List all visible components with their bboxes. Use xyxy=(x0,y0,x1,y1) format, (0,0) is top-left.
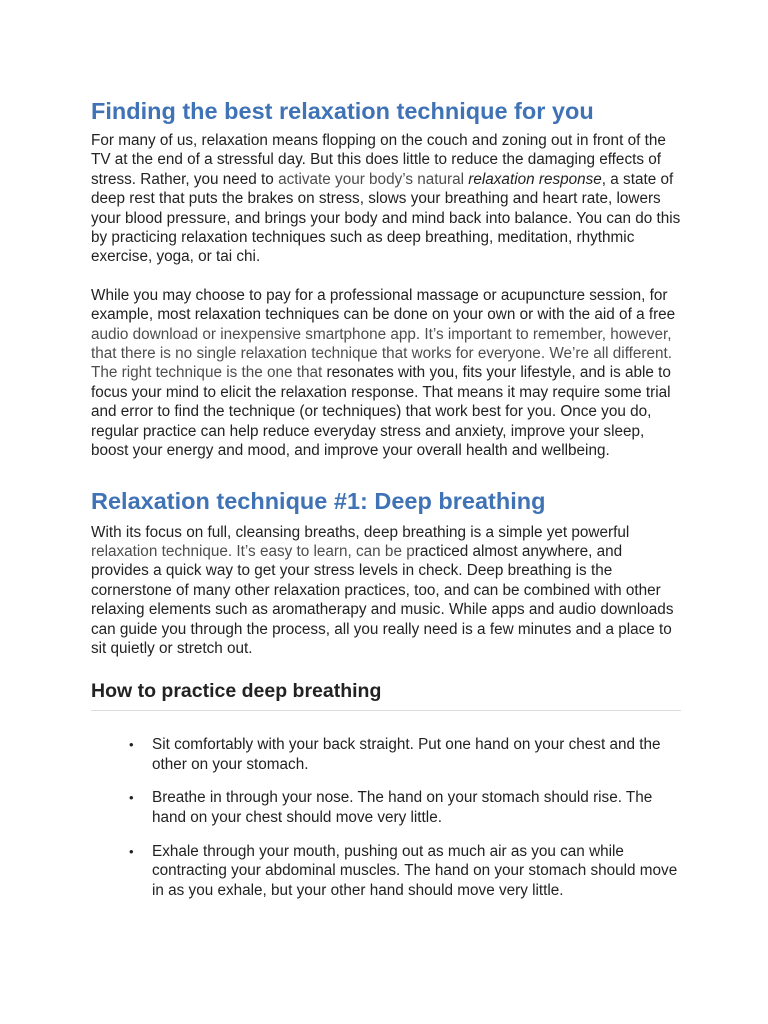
heading-deep-breathing: Relaxation technique #1: Deep breathing xyxy=(91,487,546,514)
paragraph-emphasis: relaxation response xyxy=(468,170,602,188)
list-item xyxy=(91,842,681,900)
paragraph-text: , a state of deep rest that puts the brakes on stress, slows your breathing and heart rate, lowers your blood pressure, and brings your body and mind back into balance. You can do this by practicing relaxation techniques such as deep breathing, meditation, rhythmic exercise, yoga, or tai chi. xyxy=(91,170,681,266)
paragraph-link-text: relaxation technique. It’s easy to learn, can be p xyxy=(91,542,415,560)
paragraph-text: racticed almost anywhere, and provides a quick way to get your stress levels in check. Deep breathing is the cornerstone of many other relaxation practices, too, and can be combined with other relaxing elements such as aromatherapy and music. While apps and audio downloads can guide you through the process, all you really need is a few minutes and a place to sit quietly or stretch out. xyxy=(91,542,674,657)
paragraph-choosing-technique xyxy=(91,286,681,461)
bullet-icon: • xyxy=(129,737,134,753)
paragraph-deep-breathing-intro xyxy=(91,523,681,659)
paragraph-text: With its focus on full, cleansing breaths, deep breathing is a simple yet powerful xyxy=(91,523,630,541)
list-item-text: Breathe in through your nose. The hand on your stomach should rise. The hand on your chest should move very little. xyxy=(152,789,653,826)
list-item xyxy=(91,788,681,827)
list-item-text: Exhale through your mouth, pushing out as much air as you can while contracting your abdominal muscles. The hand on your stomach should move in as you exhale, but your other hand should move very little. xyxy=(152,842,678,899)
paragraph-text: . It’s important to remember, however, that there is no single relaxation technique that xyxy=(91,325,672,363)
deep-breathing-steps-list xyxy=(91,735,681,900)
paragraph-text: For many of us, relaxation means flopping on the couch and zoning out in front of the TV at the end of a stressful day. But this does little to reduce the damaging effects of stress. Rather, you need to xyxy=(91,132,666,188)
heading-how-to-practice: How to practice deep breathing xyxy=(91,678,681,711)
list-item-text: Sit comfortably with your back straight. Put one hand on your chest and the other on your stomach. xyxy=(152,736,661,773)
paragraph-relaxation-intro xyxy=(91,131,681,267)
paragraph-link-text: activate your body’s natural xyxy=(278,170,469,188)
paragraph-link-text: works for everyone. We’re all different. The right technique is the one that xyxy=(91,345,673,382)
bullet-icon: • xyxy=(129,843,134,859)
bullet-icon: • xyxy=(129,790,134,806)
heading-finding-technique: Finding the best relaxation technique for you xyxy=(91,98,594,124)
document-page xyxy=(91,96,681,900)
paragraph-link-text: audio download or inexpensive smartphone app xyxy=(91,325,416,343)
list-item xyxy=(91,735,681,774)
paragraph-text: While you may choose to pay for a professional massage or acupuncture session, for example, most relaxation techniques can be done on your own or with the aid of a free xyxy=(91,286,676,324)
paragraph-text: resonates with you, fits your lifestyle, and is able to focus your mind to elicit the relaxation response. That means it may require some trial and error to find the technique (or techniques) that work best for you. Once you do, regular practice can help reduce everyday stress and anxiety, improve your sleep, boost your energy and mood, and improve your overall health and wellbeing. xyxy=(91,364,671,460)
